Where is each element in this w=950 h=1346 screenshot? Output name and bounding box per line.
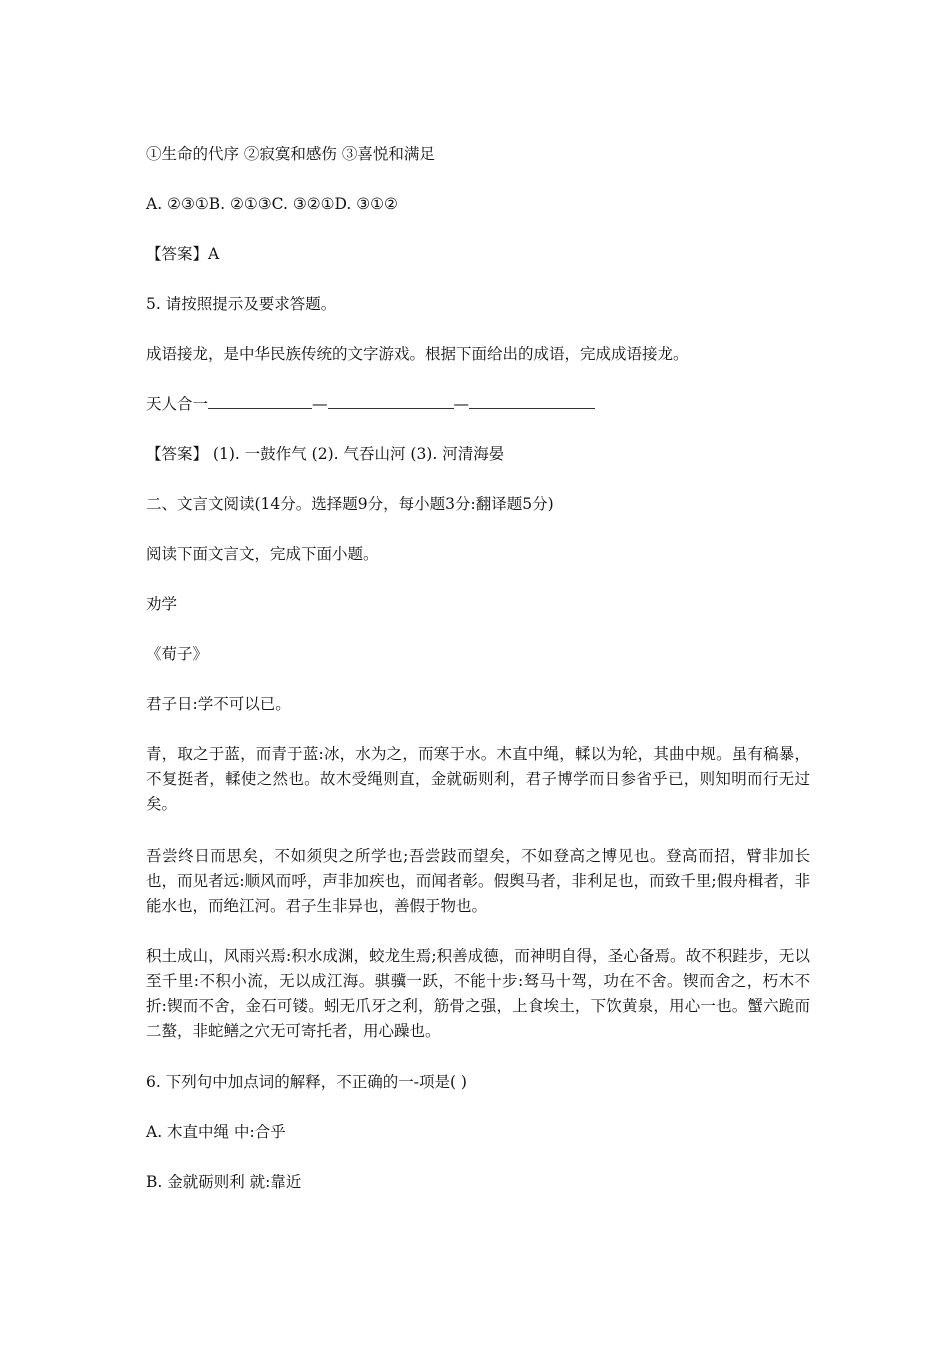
- choices-line: A. ②③①B. ②①③C. ③②①D. ③①②: [146, 195, 398, 213]
- question-6-option-b: B. 金就砺则利 就:靠近: [146, 1173, 302, 1191]
- idiom-chain: [146, 392, 816, 417]
- reading-instruction: 阅读下面文言文，完成下面小题。: [146, 545, 379, 563]
- passage-title: 劝学: [146, 595, 178, 613]
- passage-paragraph-3: 吾尝终日而思矣，不如须臾之所学也;吾尝跂而望矣，不如登高之博见也。登高而招，臂非加长也，而见者远:顺风而呼，声非加疾也，而闻者彰。假舆马者，非利足也，而致千里;假舟楫者，非能水也，而绝江河。君子生非异也，善假于物也。: [146, 847, 810, 915]
- idiom-chain-start: 天人合一: [146, 395, 209, 413]
- question-6-option-a: A. 木直中绳 中:合乎: [146, 1123, 286, 1141]
- passage-author: 《荀子》: [146, 645, 209, 663]
- passage-paragraph-1: 君子日:学不可以已。: [146, 695, 291, 713]
- blank-1[interactable]: [208, 393, 312, 409]
- section-2-heading: 二、文言文阅读(14分。选择题9分，每小题3分:翻译题5分): [146, 495, 554, 513]
- passage-paragraph-4: 积土成山，风雨兴焉:积水成渊，蛟龙生焉;积善成德，而神明自得，圣心备焉。故不积跬步，无以至千里:不积小流，无以成江海。骐骥一跃，不能十步:驽马十驾，功在不舍。锲而舍之，朽木不折:锲而不舍，金石可镂。蚓无爪牙之利，筋骨之强，上食埃土，下饮黄泉，用心一也。蟹六跪而二螯，非蛇鳝之穴无可寄托者，用心躁也。: [146, 947, 810, 1040]
- answer-4: 【答案】A: [146, 245, 220, 263]
- blank-3[interactable]: [469, 393, 595, 409]
- blank-2[interactable]: [328, 393, 454, 409]
- question-6: 6. 下列句中加点词的解释，不正确的一-项是( ): [146, 1073, 467, 1091]
- question-5: 5. 请按照提示及要求答题。: [146, 295, 337, 313]
- options-list: ①生命的代序 ②寂寞和感伤 ③喜悦和满足: [146, 145, 435, 163]
- chain-dash-1: —: [312, 395, 328, 413]
- chain-dash-2: —: [453, 395, 470, 413]
- question-5-description: 成语接龙，是中华民族传统的文字游戏。根据下面给出的成语，完成成语接龙。: [146, 345, 689, 363]
- answer-5: 【答案】 (1). 一鼓作气 (2). 气吞山河 (3). 河清海晏: [146, 445, 505, 463]
- passage-paragraph-2: 青，取之于蓝，而青于蓝:冰，水为之，而寒于水。木直中绳，輮以为轮，其曲中规。虽有稿暴，不复挺者，輮使之然也。故木受绳则直，金就砺则利，君子博学而日参省乎已，则知明而行无过矣。: [146, 745, 810, 813]
